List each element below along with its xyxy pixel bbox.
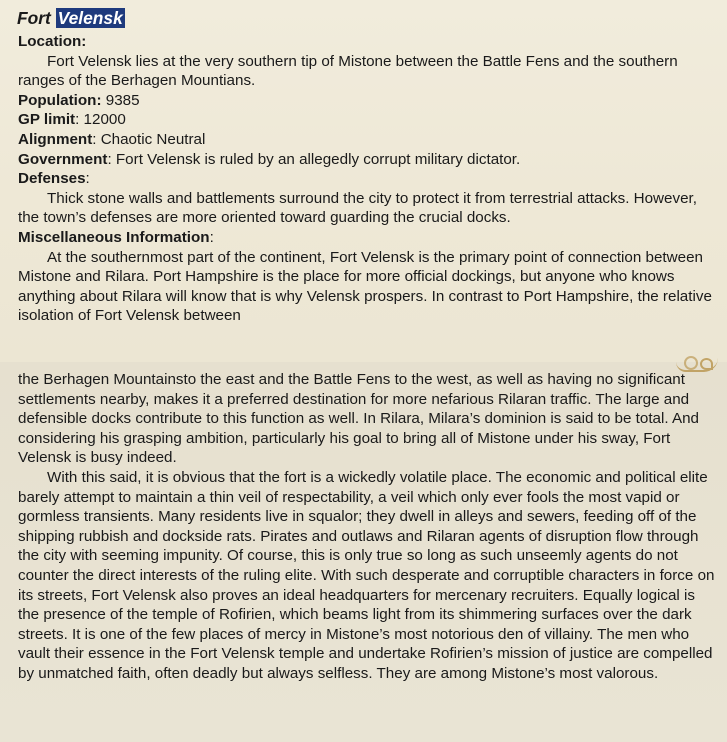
page-title	[17, 6, 718, 31]
misc-paragraph-2: With this said, it is obvious that the fort is a wickedly volatile place. The economic and political elite barely attempt to maintain a thin veil of respectability, a veil which only ever fools the most vapid or gormless transients. Many residents live in squalor; they dwell in alleys and sewers, feeding off of the shipping rubbish and dockside rats. Pirates and outlaws and Rilaran agents of disruption flow through the city with seeming impunity. Of course, this is only true so long as such unseemly agents do not counter the direct interests of the ruling elite. With such desperate and corruptible characters in force on its streets, Fort Velensk also proves an ideal headquarters for mercenary recruiters. Equally logical is the presence of the temple of Rofirien, which beams light from its shimmering surfaces over the dark streets. It is one of the few places of mercy in Mistone’s most notorious den of villainy. The men who vault their essence in the Fort Velensk temple and undertake Rofirien’s mission of justice are compelled by unmatched faith, often deadly but always selfless. They are among Mistone’s most valorous.	[18, 468, 715, 682]
misc-colon: :	[209, 228, 214, 246]
location-text: Fort Velensk lies at the very southern tip of Mistone between the Battle Fens and the southern ranges of the Berhagen Mountians.	[18, 52, 678, 90]
alignment-value: : Chaotic Neutral	[92, 130, 206, 148]
location-heading: Location:	[18, 33, 87, 50]
government-value: : Fort Velensk is ruled by an allegedly corrupt military dictator.	[107, 150, 521, 168]
misc-paragraph-1-bottom: the Berhagen Mountainsto the east and the Battle Fens to the west, as well as having no significant settlements nearby, makes it a preferred destination for more nefarious Rilaran traffic. The large and defensible docks contribute to this function as well. In Rilara, Milara’s dominion is said to be total. And considering his grasping ambition, particularly his goal to bring all of Mistone under his sway, Fort Velensk is busy indeed.	[18, 371, 699, 467]
title-selected-text[interactable]: Velensk	[57, 8, 123, 28]
gp-limit-value: : 12000	[75, 111, 126, 129]
defenses-heading	[18, 169, 718, 189]
document-top-section	[18, 6, 718, 326]
population-label: Population:	[18, 91, 102, 109]
misc-paragraph-1-top: At the southernmost part of the continent, Fort Velensk is the primary point of connection between Mistone and Rilara. Port Hampshire is the place for more official dockings, but anyone who knows anything about Rilara will know that is why Velensk prospers. In contrast to Port Hampshire, the relative isolation of Fort Velensk between	[18, 248, 712, 325]
alignment-row	[18, 130, 718, 150]
alignment-label: Alignment	[18, 130, 93, 148]
title-prefix: Fort	[17, 8, 51, 28]
document-bottom-section	[18, 370, 718, 684]
gp-limit-label: GP limit	[18, 111, 76, 129]
misc-label: Miscellaneous Information	[18, 228, 210, 246]
defenses-colon: :	[85, 170, 90, 188]
gp-limit-row	[18, 110, 718, 130]
population-value: 9385	[101, 91, 140, 109]
misc-heading	[18, 228, 718, 248]
defenses-text: Thick stone walls and battlements surround the city to protect it from terrestrial attacks. However, the town’s defenses are more oriented toward guarding the crucial docks.	[18, 189, 697, 227]
government-row	[18, 150, 718, 170]
population-row	[18, 91, 718, 111]
government-label: Government	[18, 150, 108, 168]
defenses-label: Defenses	[18, 170, 86, 188]
